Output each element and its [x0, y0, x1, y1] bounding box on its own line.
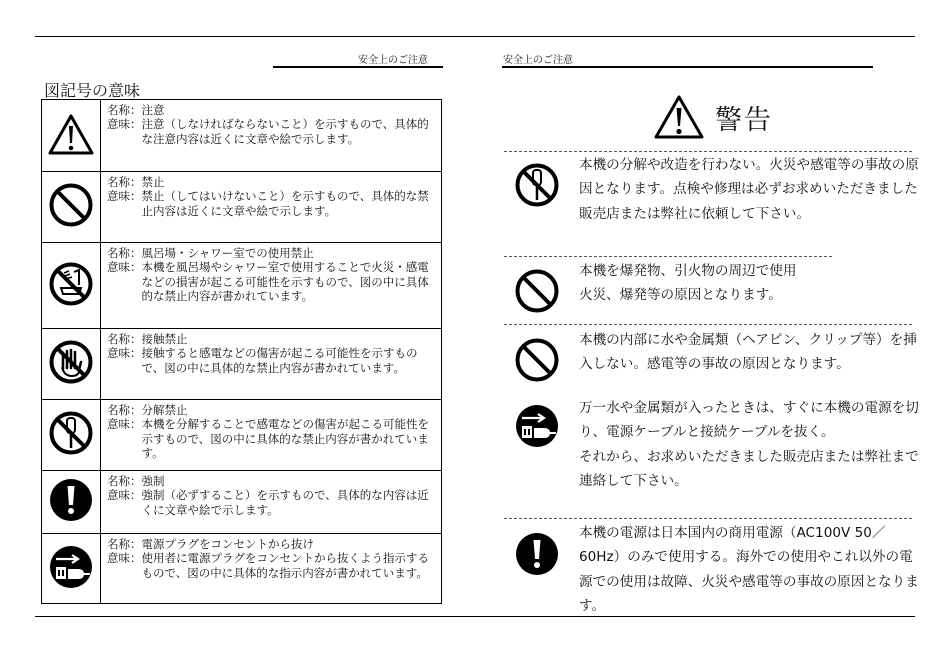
no-touch-icon	[48, 339, 94, 385]
table-row: 名称： 注意 意味： 注意（しなければならないこと）を示すもので、具体的な注意内容は近くに文章や絵で示します。	[42, 100, 442, 172]
prohibition-icon	[514, 337, 560, 383]
table-row: 名称： 強制 意味： 強制（必ずすること）を示すもので、具体的な内容は近くに文章や絵で示します。	[42, 471, 442, 534]
table-row: 名称： 接触禁止 意味： 接触すると感電などの傷害が起こる可能性を示すもので、図の中に具体的な禁止内容が書かれています。	[42, 329, 442, 400]
symbol-meaning: 本機を分解することで感電などの傷害が起こる可能性を示すもので、図の中に具体的な禁止内容が書かれています。	[141, 417, 429, 461]
warning-text: 本機を爆発物、引火物の周辺で使用 火災、爆発等の原因となります。	[579, 263, 797, 304]
unplug-icon	[48, 544, 94, 590]
page-title: 図記号の意味	[44, 81, 141, 100]
symbol-name: 禁止	[141, 175, 165, 189]
warning-text: 本機の内部に水や金属類（ヘアピン、クリップ等）を挿入しない。感電等の事故の原因となります。	[579, 332, 917, 373]
symbol-meaning: 注意（しなければならないこと）を示すもので、具体的な注意内容は近くに文章や絵で示します。	[141, 117, 429, 146]
mandatory-icon	[514, 531, 560, 577]
symbol-table	[41, 99, 442, 604]
symbol-meaning: 接触すると感電などの傷害が起こる可能性を示すもので、図の中に具体的な禁止内容が書かれています。	[141, 346, 418, 375]
divider	[504, 256, 832, 257]
right-header-rule	[502, 66, 873, 68]
right-header: 安全上のご注意	[503, 55, 573, 66]
symbol-name: 風呂場・シャワー室での使用禁止	[141, 246, 314, 260]
divider	[504, 151, 912, 152]
symbol-meaning: 本機を風呂場やシャワー室で使用することで火災・感電などの損害が起こる可能性を示すもので、図の中に具体的な禁止内容が書かれています。	[141, 260, 429, 304]
no-disassembly-icon	[514, 162, 560, 208]
table-row: 名称： 風呂場・シャワー室での使用禁止 意味： 本機を風呂場やシャワー室で使用することで火災・感電などの損害が起こる可能性を示すもので、図の中に具体的な禁止内容が書かれています。	[42, 243, 442, 329]
symbol-meaning: 強制（必ずすること）を示すもので、具体的な内容は近くに文章や絵で示します。	[141, 488, 429, 517]
divider	[504, 518, 912, 519]
table-row: 名称： 禁止 意味： 禁止（してはいけないこと）を示すもので、具体的な禁止内容は近くに文章や絵で示します。	[42, 172, 442, 243]
warning-heading	[653, 94, 773, 140]
warning-title: 警告	[715, 104, 773, 136]
warning-text: 本機の電源は日本国内の商用電源（AC100V 50／60Hz）のみで使用する。海外での使用やこれ以外の電源での使用は故障、火災や感電等の事故の原因となります。	[579, 525, 919, 615]
mandatory-icon	[48, 477, 94, 523]
symbol-name: 接触禁止	[141, 332, 188, 346]
no-disassembly-icon	[48, 410, 94, 456]
no-bath-icon	[48, 261, 94, 307]
warning-text: 万一水や金属類が入ったときは、すぐに本機の電源を切り、電源ケーブルと接続ケーブルを抜く。 それから、お求めいただきました販売店または弊社まで連絡して下さい。	[579, 400, 919, 490]
top-rule	[35, 36, 915, 37]
symbol-meaning: 使用者に電源プラグをコンセントから抜くよう指示するもので、図の中に具体的な指示内容が書かれています。	[141, 551, 429, 580]
symbol-name: 強制	[141, 474, 165, 488]
prohibition-icon	[514, 268, 560, 314]
symbol-name: 注意	[141, 103, 165, 117]
table-row: 名称： 電源プラグをコンセントから抜け 意味： 使用者に電源プラグをコンセントから抜くよう指示するもので、図の中に具体的な指示内容が書かれています。	[42, 534, 442, 604]
symbol-meaning: 禁止（してはいけないこと）を示すもので、具体的な禁止内容は近くに文章や絵で示します。	[141, 189, 429, 218]
warning-text: 本機の分解や改造を行わない。火災や感電等の事故の原因となります。点検や修理は必ずお求めいただきました販売店または弊社に依頼して下さい。	[579, 157, 919, 222]
unplug-icon	[514, 403, 560, 449]
symbol-name: 分解禁止	[141, 403, 188, 417]
prohibition-icon	[48, 182, 94, 228]
symbol-name: 電源プラグをコンセントから抜け	[141, 537, 314, 551]
warning-triangle-icon	[48, 113, 94, 155]
table-row: 名称： 分解禁止 意味： 本機を分解することで感電などの傷害が起こる可能性を示すもので、図の中に具体的な禁止内容が書かれています。	[42, 400, 442, 471]
warning-triangle-icon	[653, 94, 705, 140]
left-header: 安全上のご注意	[358, 55, 428, 66]
divider	[504, 324, 912, 325]
left-header-rule	[273, 66, 443, 68]
